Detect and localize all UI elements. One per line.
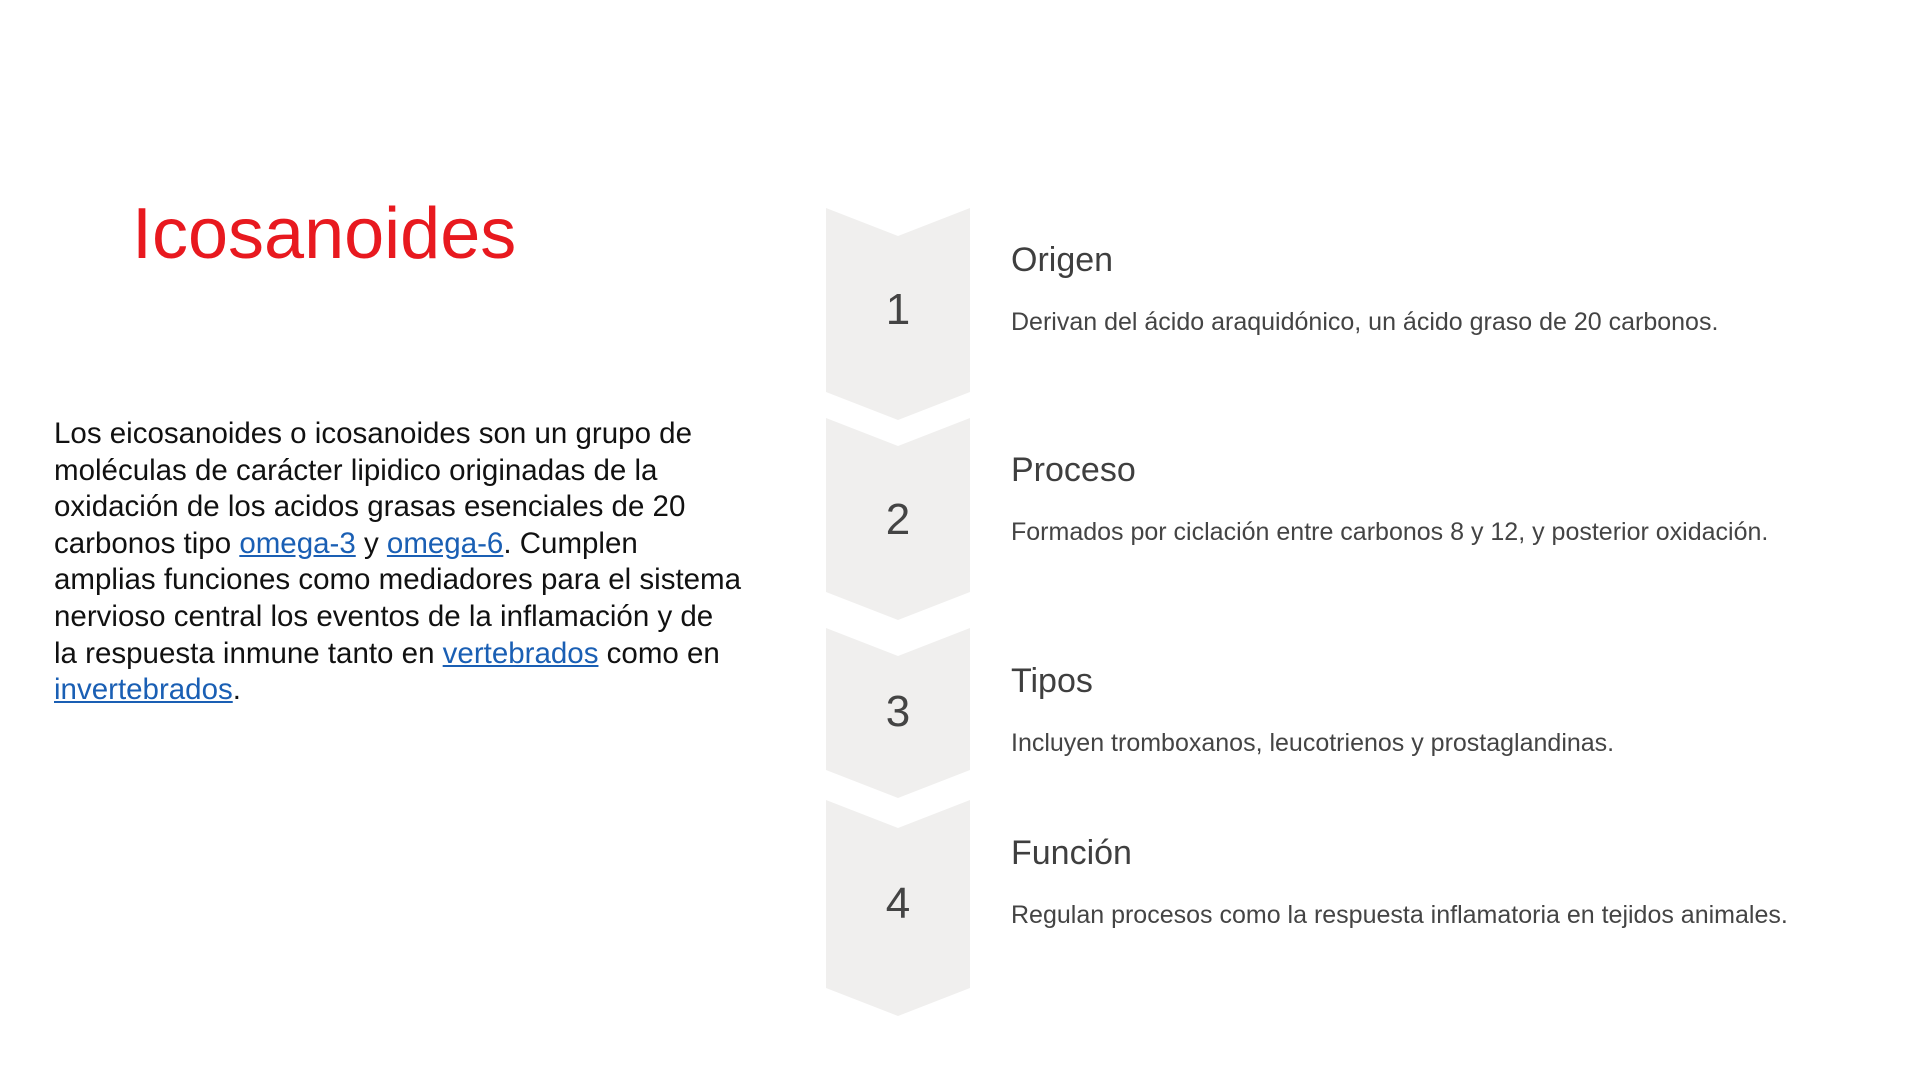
link-omega-3[interactable]: omega-3 <box>239 526 356 560</box>
description-text <box>54 416 744 709</box>
step-4-text: Regulan procesos como la respuesta inflamatoria en tejidos animales. <box>1011 901 1788 929</box>
step-1-text: Derivan del ácido araquidónico, un ácido graso de 20 carbonos. <box>1011 308 1719 336</box>
step-2-number: 2 <box>885 495 911 544</box>
step-4-heading: Función <box>1011 834 1132 872</box>
link-invertebrados[interactable]: invertebrados <box>54 673 233 707</box>
step-1-number: 1 <box>885 285 911 334</box>
description-part-4: como en <box>598 636 720 670</box>
description-part-5: . <box>232 673 241 707</box>
link-omega-6[interactable]: omega-6 <box>386 526 504 560</box>
step-2-heading: Proceso <box>1011 451 1136 489</box>
step-4-number: 4 <box>885 879 911 928</box>
slide-title: Icosanoides <box>132 194 517 274</box>
description-part-2: y <box>355 526 387 560</box>
step-3-heading: Tipos <box>1011 662 1093 700</box>
step-1-heading: Origen <box>1011 241 1114 279</box>
step-3-number: 3 <box>885 687 911 736</box>
link-vertebrados[interactable]: vertebrados <box>442 636 599 670</box>
step-2-text: Formados por ciclación entre carbonos 8 y 12, y posterior oxidación. <box>1011 518 1769 546</box>
description-part-1: Los eicosanoides o icosanoides son un grupo de moléculas de carácter lipidico originadas de la oxidación de los acidos grasas esenciales de 20 carbonos tipo <box>54 417 692 560</box>
step-3-text: Incluyen tromboxanos, leucotrienos y prostaglandinas. <box>1011 729 1615 757</box>
description-part-3: . Cumplen amplias funciones como mediadores para el sistema nervioso central los eventos de la inflamación y de la respuesta inmune tanto en <box>54 526 742 670</box>
